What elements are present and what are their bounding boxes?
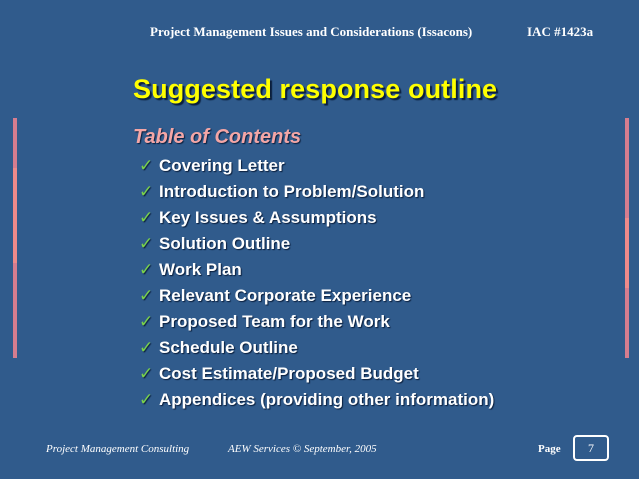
header-doc-id: IAC #1423a xyxy=(527,24,594,39)
left-decorative-bar xyxy=(13,263,17,358)
toc-item-label: Work Plan xyxy=(159,260,242,279)
checkmark-icon: ✓ xyxy=(139,234,154,254)
toc-item xyxy=(139,232,494,258)
toc-item xyxy=(139,310,494,336)
toc-item xyxy=(139,180,494,206)
checkmark-icon: ✓ xyxy=(139,364,154,384)
header-title: Project Management Issues and Considerations (Issacons) xyxy=(150,24,473,39)
toc-item xyxy=(139,206,494,232)
right-decorative-bar xyxy=(625,118,629,218)
toc-item-label: Appendices (providing other information) xyxy=(159,390,495,409)
toc-item-label: Cost Estimate/Proposed Budget xyxy=(159,364,419,383)
toc-item-label: Key Issues & Assumptions xyxy=(159,208,377,227)
toc-item xyxy=(139,388,494,414)
left-decorative-bar xyxy=(13,168,17,263)
toc-item xyxy=(139,336,494,362)
toc-item-label: Introduction to Problem/Solution xyxy=(159,182,425,201)
toc-item xyxy=(139,154,494,180)
checkmark-icon: ✓ xyxy=(139,312,154,332)
checkmark-icon: ✓ xyxy=(139,156,154,176)
footer-copyright: AEW Services © September, 2005 xyxy=(228,443,377,455)
checkmark-icon: ✓ xyxy=(139,182,154,202)
checkmark-icon: ✓ xyxy=(139,286,154,306)
toc-heading: Table of Contents xyxy=(133,126,302,148)
checkmark-icon: ✓ xyxy=(139,208,154,228)
slide-title: Suggested response outline xyxy=(133,74,498,104)
right-decorative-bar xyxy=(625,288,629,358)
page-label: Page xyxy=(538,443,561,455)
toc-item xyxy=(139,362,494,388)
checkmark-icon: ✓ xyxy=(139,390,154,410)
toc-item-label: Schedule Outline xyxy=(159,338,298,357)
left-decorative-bar xyxy=(13,118,17,168)
page-number: 7 xyxy=(573,435,609,461)
toc-item xyxy=(139,258,494,284)
checkmark-icon: ✓ xyxy=(139,338,154,358)
right-decorative-bar xyxy=(625,218,629,288)
toc-item-label: Covering Letter xyxy=(159,156,285,175)
toc-item-label: Solution Outline xyxy=(159,234,291,253)
toc-item-label: Relevant Corporate Experience xyxy=(159,286,412,305)
checkmark-icon: ✓ xyxy=(139,260,154,280)
toc-item-label: Proposed Team for the Work xyxy=(159,312,390,331)
footer-company: Project Management Consulting xyxy=(46,443,190,455)
toc-list xyxy=(139,154,494,414)
toc-item xyxy=(139,284,494,310)
